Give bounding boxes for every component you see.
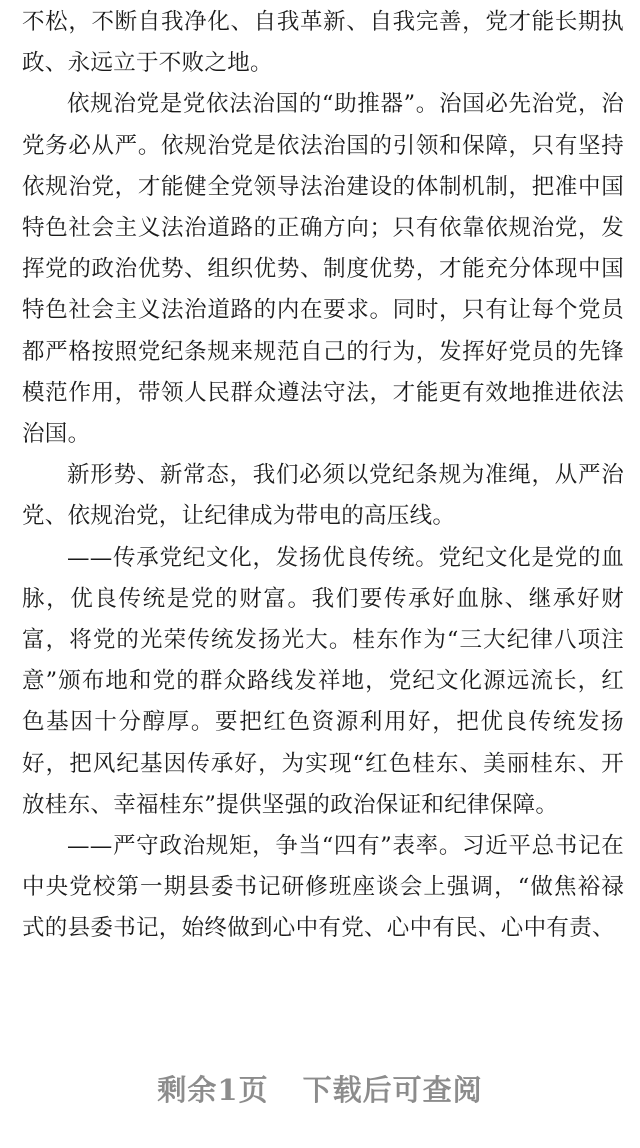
paragraph-new-situation: 新形势、新常态，我们必须以党纪条规为准绳，从严治党、依规治党，让纪律成为带电的高压线。	[22, 462, 624, 530]
paragraph-continuation: 不松，不断自我净化、自我革新、自我完善，党才能长期执政、永远立于不败之地。	[22, 9, 624, 77]
paragraph-rule-by-regulations: 依规治党是党依法治国的“助推器”。治国必先治党，治党务必从严。依规治党是依法治国的引领和保障，只有坚持依规治党，才能健全党领导法治建设的体制机制，把准中国特色社会主义法治道路的正确方向；只有依靠依规治党，发挥党的政治优势、组织优势、制度优势，才能充分体现中国特色社会主义法治道路的内在要求。同时，只有让每个党员都严格按照党纪条规来规范自己的行为，发挥好党员的先锋模范作用，带领人民群众遵法守法，才能更有效地推进依法治国。	[22, 91, 624, 448]
download-prompt-text	[157, 1062, 482, 1118]
document-body	[22, 2, 624, 950]
download-to-view-label: 下载后可查阅	[302, 1073, 483, 1107]
download-prompt-banner[interactable]	[0, 1062, 640, 1118]
remaining-pages-label: 剩余1页	[157, 1073, 269, 1107]
paragraph-party-discipline-culture: ——传承党纪文化，发扬优良传统。党纪文化是党的血脉，优良传统是党的财富。我们要传承好血脉、继承好财富，将党的光荣传统发扬光大。桂东作为“三大纪律八项注意”颁布地和党的群众路线发祥地，党纪文化源远流长，红色基因十分醇厚。要把红色资源利用好，把优良传统发扬好，把风纪基因传承好，为实现“红色桂东、美丽桂东、开放桂东、幸福桂东”提供坚强的政治保证和纪律保障。	[22, 544, 624, 818]
paragraph-political-rules: ——严守政治规矩，争当“四有”表率。习近平总书记在中央党校第一期县委书记研修班座谈会上强调，“做焦裕禄式的县委书记，始终做到心中有党、心中有民、心中有责、	[22, 833, 624, 942]
